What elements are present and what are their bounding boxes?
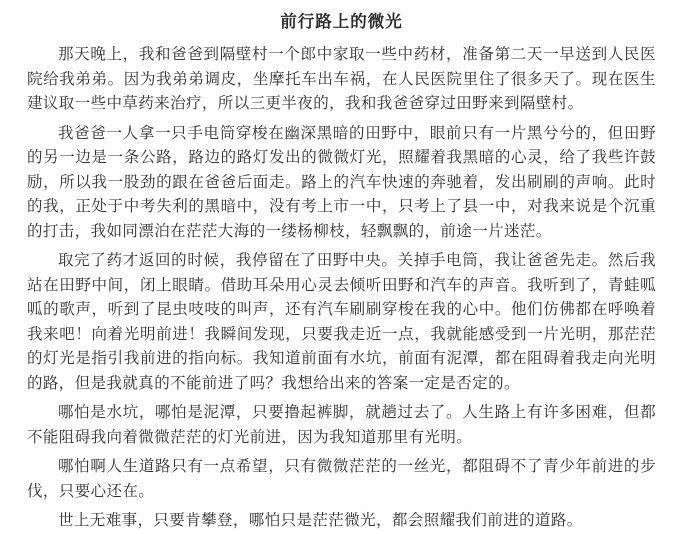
essay-paragraph-6: 世上无难事，只要肯攀登，哪怕只是茫茫微光，都会照耀我们前进的道路。	[58, 512, 583, 529]
essay-paragraph-2: 我爸爸一人拿一只手电筒穿梭在幽深黑暗的田野中，眼前只有一片黑兮兮的，但田野的另一边是一条公路，路边的路灯发出的微微灯光，照耀着我黑暗的心灵，给了我些许鼓励，所以我一股劲的跟在爸爸后面走。路上的汽车快速的奔驰着，发出刷刷的声响。此时的我，正处于中考失利的黑暗中，没有考上市一中，只考上了县一中，对我来说是个沉重的打击，我如同漂泊在茫茫大海的一缕杨柳枝，轻飘飘的，前途一片迷茫。	[27, 124, 656, 240]
essay-paragraph-3: 取完了药才返回的时候，我停留在了田野中央。关掉手电筒，我让爸爸先走。然后我站在田野中间，闭上眼睛。借助耳朵用心灵去倾听田野和汽车的声音。我听到了，青蛙呱呱的歌声，听到了昆虫吱吱的叫声，还有汽车刷刷穿梭在我的心中。他们仿佛都在呼唤着我来吧！向着光明前进！我瞬间发现，只要我走近一点，我就能感受到一片光明，那茫茫的灯光是指引我前进的指向标。我知道前面有水坑，前面有泥潭，都在阻碍着我走向光明的路，但是我就真的不能前进了吗？我想给出来的答案一定是否定的。	[27, 252, 656, 392]
essay-paragraph-5: 哪怕啊人生道路只有一点希望，只有微微茫茫的一丝光，都阻碍不了青少年前进的步伐，只要心还在。	[27, 458, 656, 500]
essay-paragraph-1: 那天晚上，我和爸爸到隔壁村一个郎中家取一些中药材，准备第二天一早送到人民医院给我弟弟。因为我弟弟调皮，坐摩托车出车祸，在人民医院里住了很多天了。现在医生建议取一些中草药来治疗，所以三更半夜的，我和我爸爸穿过田野来到隔壁村。	[27, 46, 656, 112]
essay-title: 前行路上的微光	[280, 13, 403, 31]
essay-paragraph-4: 哪怕是水坑，哪怕是泥潭，只要撸起裤脚，就趟过去了。人生路上有许多困难，但都不能阻碍我向着微微茫茫的灯光前进，因为我知道那里有光明。	[27, 404, 656, 446]
